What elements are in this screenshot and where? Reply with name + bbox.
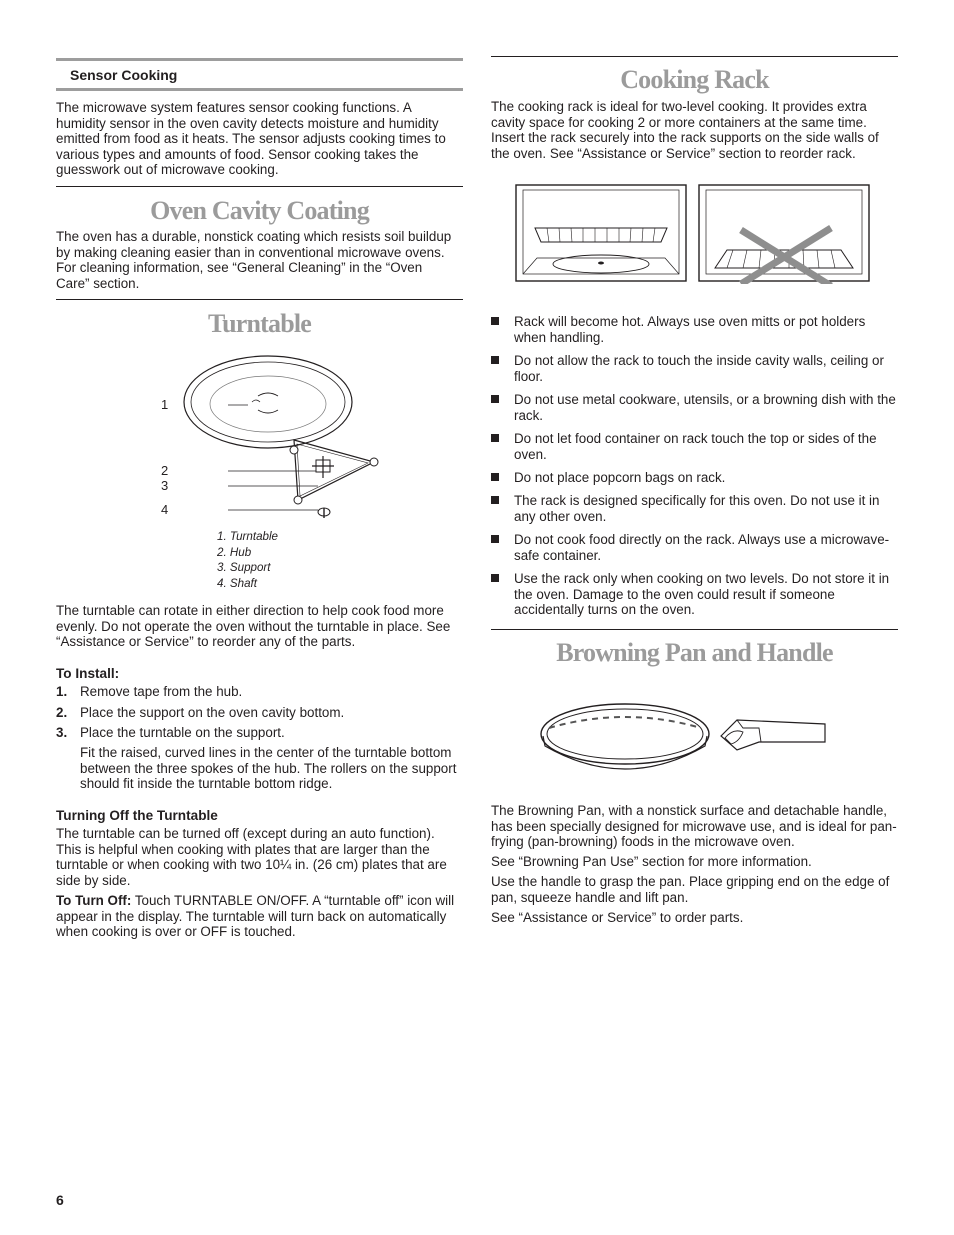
- section-rule: [56, 299, 463, 300]
- legend-item: 1. Turntable: [217, 530, 279, 543]
- sensor-cooking-heading: Sensor Cooking: [70, 67, 178, 83]
- page-number: 6: [56, 1192, 64, 1208]
- legend-item: 4. Shaft: [217, 576, 257, 590]
- to-install-heading: To Install:: [56, 666, 120, 681]
- oven-cavity-coating-heading: Oven Cavity Coating: [150, 196, 369, 225]
- section-rule: [491, 629, 898, 630]
- turn-off-instruction: To Turn Off: Touch TURNTABLE ON/OFF. A “turntable off” icon will appear in the display. The turntable will turn back on automatically when cooking is over or OFF is touched.: [56, 893, 455, 940]
- legend-item: 3. Support: [217, 561, 271, 575]
- cooking-rack-illustration: [515, 184, 871, 284]
- turntable-heading: Turntable: [207, 309, 312, 338]
- callout-4: 4: [161, 502, 169, 517]
- section-rule: [56, 88, 463, 91]
- browning-pan-illustration: [539, 698, 829, 782]
- browning-pan-handle-use: Use the handle to grasp the pan. Place gripping end on the edge of pan, squeeze handle and lift pan.: [491, 874, 890, 905]
- sensor-cooking-body: The microwave system features sensor cooking functions. A humidity sensor in the oven cavity detects moisture and humidity emitted from food as it heats. The sensor adjusts cooking times to various types and amounts of food. Sensor cooking takes the guesswork out of microwave cooking.: [56, 100, 446, 178]
- callout-1: 1: [161, 397, 169, 412]
- section-rule: [491, 56, 898, 57]
- browning-pan-see-use: See “Browning Pan Use” section for more information.: [491, 854, 812, 869]
- turntable-diagram: [152, 350, 392, 530]
- oven-cavity-coating-body: The oven has a durable, nonstick coating which resists soil buildup by making cleaning easier than in conventional microwave ovens. For cleaning information, see “General Cleaning” in the “Oven Care” section.: [56, 229, 452, 291]
- cooking-rack-heading: Cooking Rack: [620, 65, 769, 94]
- browning-pan-body: The Browning Pan, with a nonstick surface and detachable handle, has been specially designed for microwave use, and is ideal for pan-frying (pan-browning) foods in the microwave oven.: [491, 803, 897, 850]
- browning-pan-order-parts: See “Assistance or Service” to order parts.: [491, 910, 744, 925]
- section-rule: [56, 58, 463, 61]
- turning-off-body: The turntable can be turned off (except during an auto function). This is helpful when cooking with plates that are larger than the turntable or when cooking with two 10¼ in. (26 cm) plates that are side by side.: [56, 826, 447, 888]
- cooking-rack-body: The cooking rack is ideal for two-level cooking. It provides extra cavity space for cooking 2 or more containers at the same time. Insert the rack securely into the rack supports on the side walls of the oven. See “Assistance or Service” section to reorder rack.: [491, 99, 879, 161]
- turntable-legend: [217, 529, 278, 591]
- callout-2: 2: [161, 463, 169, 478]
- callout-3: 3: [161, 478, 169, 493]
- turning-off-heading: Turning Off the Turntable: [56, 808, 218, 823]
- section-rule: [56, 186, 463, 187]
- legend-item: 2. Hub: [217, 545, 252, 559]
- install-step-note: Fit the raised, curved lines in the center of the turntable bottom between the three spokes of the hub. The rollers on the support should fit inside the turntable bottom ridge.: [80, 745, 457, 792]
- turntable-body: The turntable can rotate in either direction to help cook food more evenly. Do not operate the oven without the turntable in place. See “Assistance or Service” to reorder any of the parts.: [56, 603, 451, 650]
- browning-pan-heading: Browning Pan and Handle: [556, 638, 833, 667]
